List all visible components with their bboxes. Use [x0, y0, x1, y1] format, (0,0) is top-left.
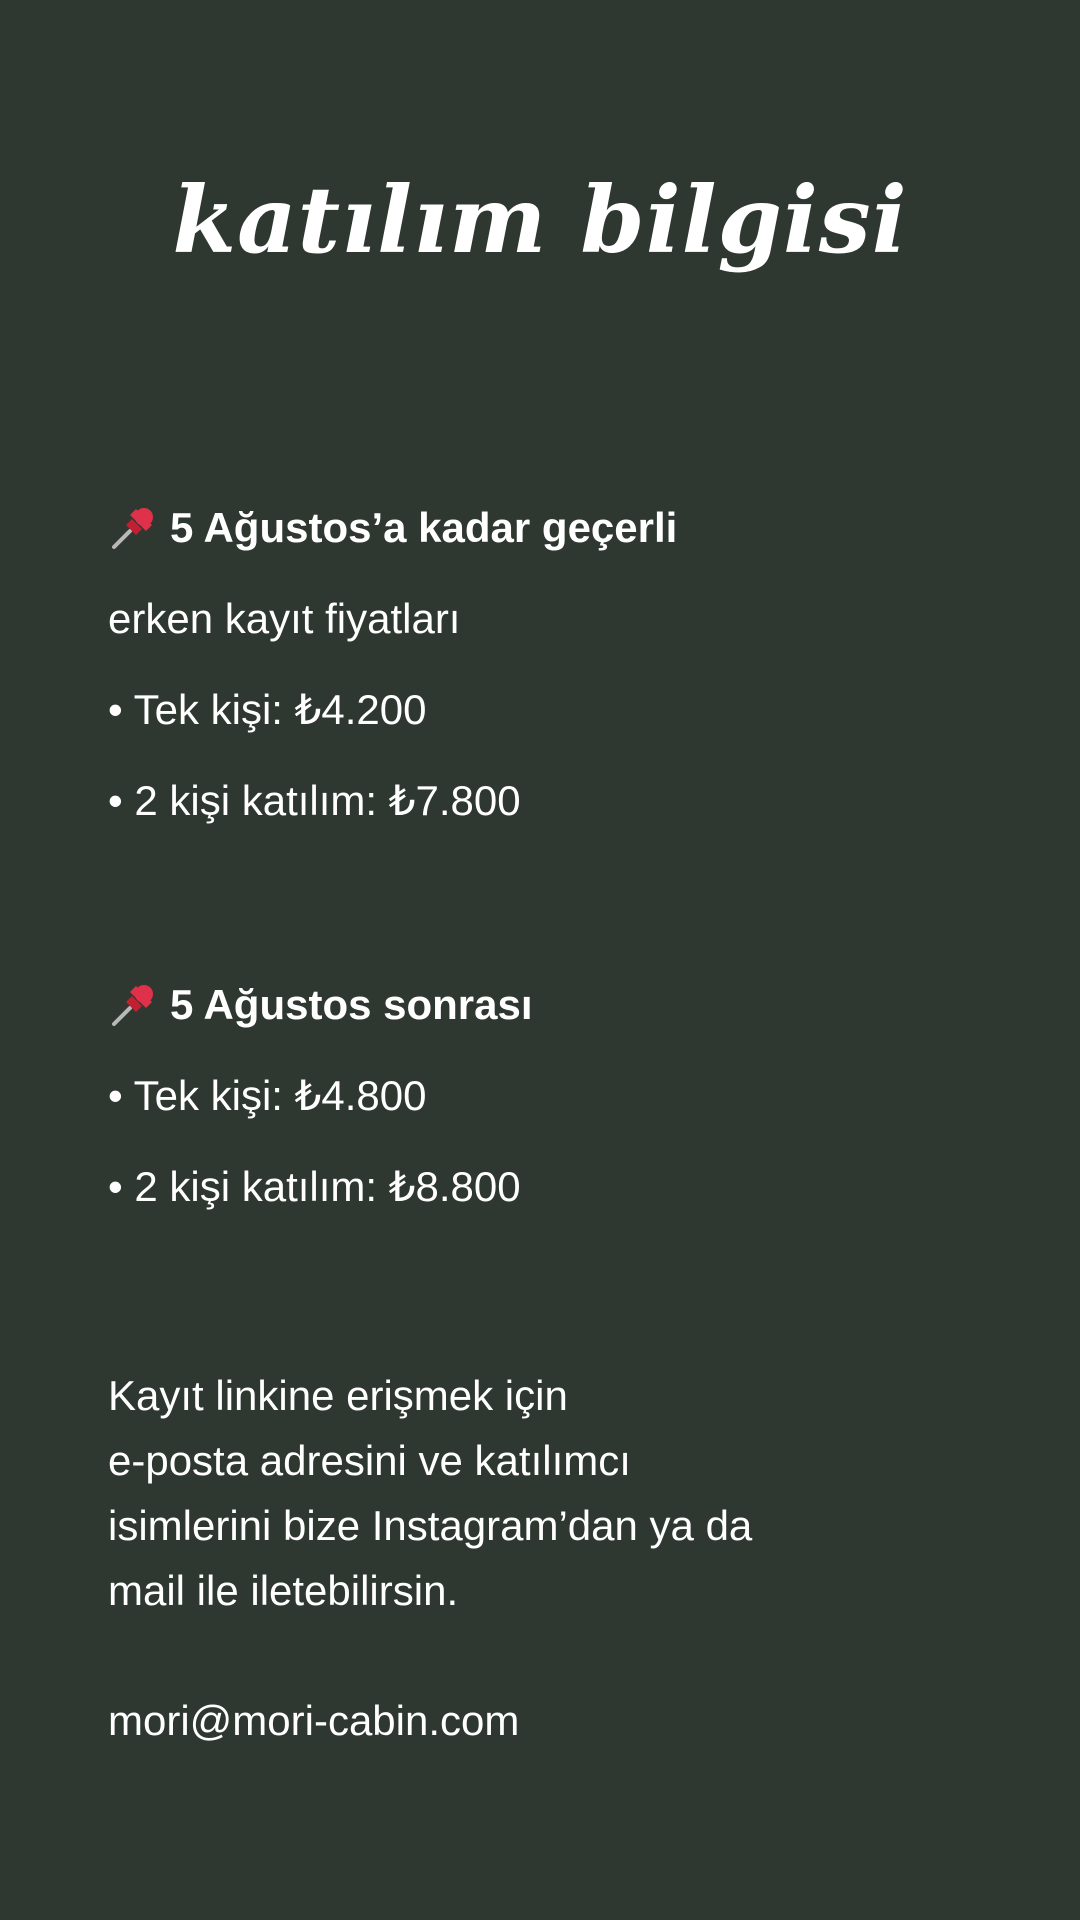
pricing-content [108, 500, 1008, 1753]
late-price-double: • 2 kişi katılım: ₺8.800 [108, 1163, 521, 1210]
info-line: isimlerini bize Instagram’dan ya da [108, 1502, 753, 1549]
early-price-single: • Tek kişi: ₺4.200 [108, 686, 427, 733]
late-section-heading [108, 977, 1008, 1033]
pushpin-icon [108, 503, 158, 553]
pushpin-icon [108, 980, 158, 1030]
early-price-double: • 2 kişi katılım: ₺7.800 [108, 777, 521, 824]
contact-email[interactable]: mori@mori-cabin.com [108, 1697, 520, 1744]
late-price-single: • Tek kişi: ₺4.800 [108, 1072, 427, 1119]
early-heading-text: 5 Ağustos’a kadar geçerli [170, 504, 678, 551]
info-line: mail ile iletebilirsin. [108, 1567, 459, 1614]
info-line: Kayıt linkine erişmek için [108, 1372, 568, 1419]
early-subtitle: erken kayıt fiyatları [108, 595, 461, 642]
registration-info [108, 1363, 1008, 1753]
info-line: e-posta adresini ve katılımcı [108, 1437, 631, 1484]
late-heading-text: 5 Ağustos sonrası [170, 981, 533, 1028]
early-section-heading [108, 500, 1008, 556]
page-title: katılım bilgisi [172, 166, 908, 274]
